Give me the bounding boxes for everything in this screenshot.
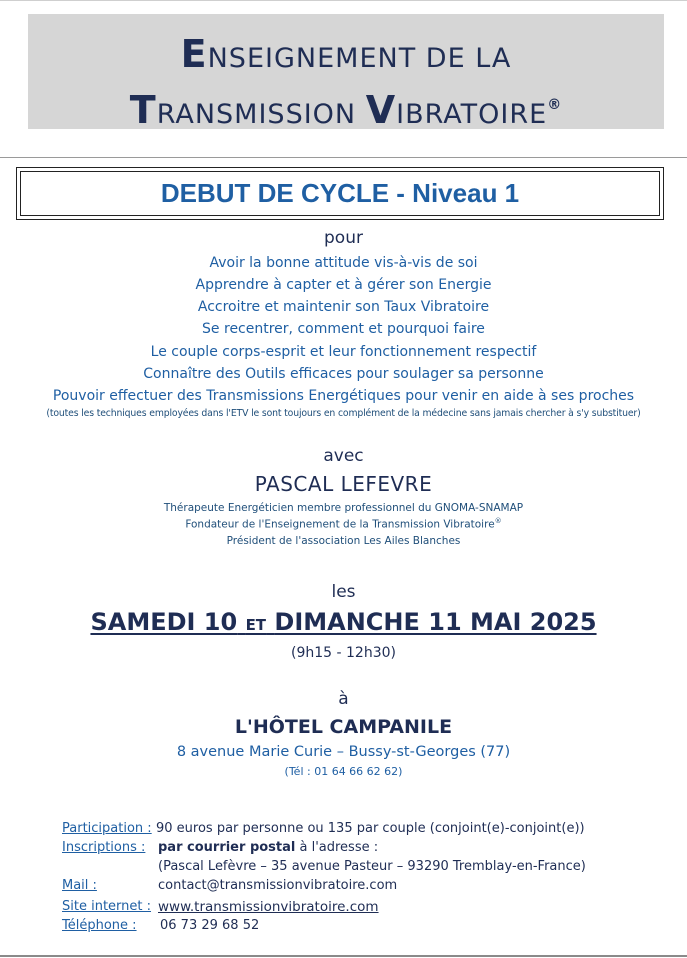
disclaimer-note: (toutes les techniques employées dans l'ETV le sont toujours en complément de la médecine sans jamais chercher à s'y substituer): [46, 408, 641, 419]
venue-address: 8 avenue Marie Curie – Bussy-st-Georges (77): [176, 744, 511, 760]
les-label: les: [331, 582, 356, 602]
objective-item: Apprendre à capter et à gérer son Energie: [195, 277, 492, 293]
registered-mark: ®: [494, 517, 502, 525]
objective-item: Accroitre et maintenir son Taux Vibratoire: [197, 299, 490, 315]
objective-item: Connaître des Outils efficaces pour soulager sa personne: [143, 366, 544, 382]
title-line-1: ENSEIGNEMENT DE LA: [180, 32, 512, 76]
venue-name: L'HÔTEL CAMPANILE: [234, 716, 453, 738]
divider: [0, 157, 687, 158]
website-link[interactable]: www.transmissionvibratoire.com: [158, 899, 379, 915]
event-dates: SAMEDI 10 ET DIMANCHE 11 MAI 2025: [90, 608, 597, 636]
website-label: Site internet :: [62, 899, 152, 914]
objective-item: Le couple corps-esprit et leur fonctionnement respectif: [150, 344, 537, 360]
page-bottom-edge: [0, 955, 687, 957]
inscriptions-label: Inscriptions :: [62, 840, 146, 855]
page-top-edge: [0, 0, 687, 1]
registered-mark: ®: [547, 97, 563, 113]
participation-value: 90 euros par personne ou 135 par couple (conjoint(e)-conjoint(e)): [156, 821, 585, 836]
venue-phone: (Tél : 01 64 66 62 62): [284, 765, 403, 778]
objective-item: Pouvoir effectuer des Transmissions Energétiques pour venir en aide à ses proches: [52, 388, 635, 404]
mail-value[interactable]: contact@transmissionvibratoire.com: [158, 878, 398, 893]
a-label: à: [338, 689, 349, 709]
mail-label: Mail :: [62, 878, 97, 893]
participation-label: Participation :: [62, 821, 152, 836]
inscriptions-value: par courrier postal à l'adresse :: [158, 840, 379, 855]
speaker-role: Président de l'association Les Ailes Blanches: [226, 535, 461, 547]
objective-item: Se recentrer, comment et pourquoi faire: [202, 321, 485, 337]
phone-label: Téléphone :: [62, 918, 137, 933]
cycle-title: DEBUT DE CYCLE - Niveau 1: [160, 178, 520, 208]
phone-value: 06 73 29 68 52: [160, 918, 260, 933]
avec-label: avec: [323, 446, 364, 466]
title-line-2: TRANSMISSION VIBRATOIRE®: [129, 88, 563, 132]
inscriptions-address: (Pascal Lefèvre – 35 avenue Pasteur – 93290 Tremblay-en-France): [158, 859, 586, 874]
speaker-role: Fondateur de l'Enseignement de la Transmission Vibratoire®: [185, 517, 502, 531]
speaker-role: Thérapeute Energéticien membre professionnel du GNOMA-SNAMAP: [163, 502, 524, 514]
cycle-title-box: [16, 167, 664, 220]
event-hours: (9h15 - 12h30): [291, 645, 396, 661]
pour-label: pour: [324, 228, 363, 248]
objective-item: Avoir la bonne attitude vis-à-vis de soi: [209, 255, 478, 271]
title-banner: [28, 14, 664, 132]
speaker-name: PASCAL LEFEVRE: [254, 472, 433, 496]
